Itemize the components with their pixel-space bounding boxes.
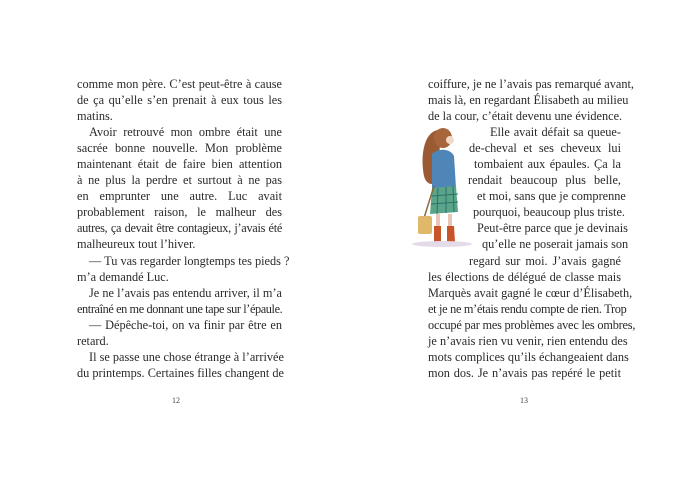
text-line: — Dépêche-toi, on va finir par être en: [89, 317, 282, 332]
text-line: — Tu vas regarder longtemps tes pieds ?: [89, 253, 290, 268]
text-line: matins.: [77, 109, 113, 124]
left-page-text: [77, 76, 290, 381]
text-line: les élections de délégué de classe mais: [428, 269, 621, 284]
text-line: mots complices qu’ils échangeaient dans: [428, 349, 629, 364]
right-page-text: [428, 76, 636, 381]
text-line: Avoir retrouvé mon ombre était une: [89, 125, 282, 140]
text-line: occupé par mes problèmes avec les ombres,: [428, 317, 636, 332]
text-line: coiffure, je ne l’avais pas remarqué avant,: [428, 77, 634, 91]
text-line: de la cour, c’était devenu une évidence.: [428, 109, 623, 124]
text-line: qu’elle ne poserait jamais son: [482, 237, 629, 252]
text-line: regard sur moi. J’avais gagné: [469, 253, 621, 268]
text-line: malheureux tout l’hiver.: [77, 237, 196, 252]
text-line: mon dos. Je n’avais pas repéré le petit: [428, 365, 621, 380]
text-line: Elle avait défait sa queue-: [490, 125, 621, 140]
text-line: m’a demandé Luc.: [77, 269, 169, 284]
text-line: en emprunter une autre. Luc avait: [77, 189, 282, 204]
text-line: Je ne l’avais pas entendu arriver, il m’a: [89, 285, 282, 300]
text-line: Il se passe une chose étrange à l’arrivée: [89, 349, 284, 364]
text-line: autres, ça devait être contagieux, j’avais été: [77, 221, 282, 236]
text-line: sacrée bonne nouvelle. Mon problème: [77, 141, 282, 156]
text-line: du printemps. Certaines filles changent de: [77, 365, 284, 380]
text-line: pourquoi, beaucoup plus triste.: [473, 205, 625, 220]
page-number-left: 12: [172, 396, 180, 405]
text-line: probablement raison, le malheur des: [77, 205, 282, 220]
text-line: et moi, sans que je comprenne: [477, 189, 626, 204]
text-line: je n’avais rien vu venir, rien entendu des: [428, 333, 628, 348]
text-line: de ça qu’elle s’en prenait à eux tous les: [77, 93, 282, 108]
text-line: à ne plus la perdre et surtout à ne pas: [77, 173, 282, 188]
text-line: retard.: [77, 333, 109, 348]
text-line: Marquès avait gagné le cœur d’Élisabeth,: [428, 285, 633, 300]
text-line: entraîné en me donnant une tape sur l’épaule.: [77, 301, 283, 316]
text-line: tombaient aux épaules. Ça la: [474, 157, 621, 172]
text-line: comme mon père. C’est peut-être à cause: [77, 77, 282, 91]
text-line: de-cheval et ses cheveux lui: [469, 141, 621, 156]
text-line: maintenant était de faire bien attention: [77, 157, 282, 172]
text-line: et je ne m’étais rendu compte de rien. Trop: [428, 301, 627, 316]
text-line: rendait beaucoup plus belle,: [468, 173, 621, 188]
text-line: Peut-être parce que je devinais: [477, 221, 628, 236]
page-number-right: 13: [520, 396, 528, 405]
text-line: mais là, en regardant Élisabeth au milieu: [428, 93, 629, 108]
